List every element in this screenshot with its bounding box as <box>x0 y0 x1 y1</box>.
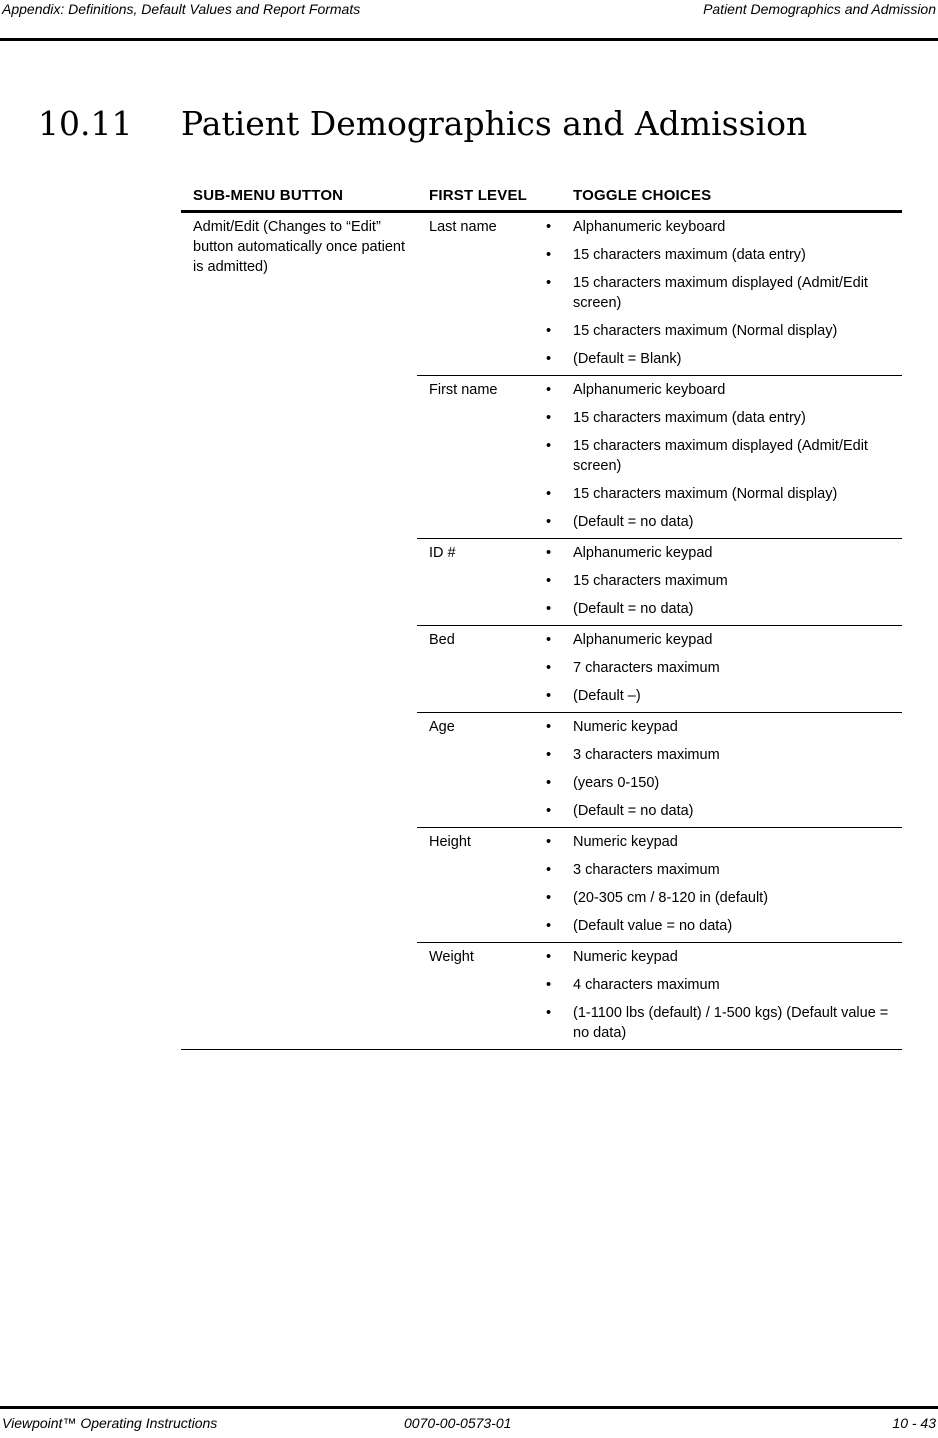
toggle-choice-item <box>546 595 902 619</box>
first-level-cell: Last name <box>429 219 497 235</box>
bullet-icon: • <box>546 275 552 291</box>
toggle-choice-text: 3 characters maximum <box>573 747 720 763</box>
toggle-choice-item <box>546 971 902 995</box>
bullet-icon: • <box>546 977 552 993</box>
bullet-icon: • <box>546 688 552 704</box>
toggle-choice-text: 15 characters maximum (data entry) <box>573 410 806 426</box>
footer-page-number: 10 - 43 <box>892 1415 936 1431</box>
table-body <box>181 213 902 1049</box>
table-row <box>417 828 902 943</box>
section-heading <box>38 102 807 146</box>
toggle-choices-list <box>417 626 902 706</box>
toggle-choice-text: 15 characters maximum displayed (Admit/Edit screen) <box>573 275 868 311</box>
toggle-choice-text: (20-305 cm / 8-120 in (default) <box>573 890 769 906</box>
toggle-choice-item <box>546 213 902 237</box>
toggle-choice-item <box>546 539 902 563</box>
toggle-choice-text: Alphanumeric keypad <box>573 632 713 648</box>
toggle-choice-text: Alphanumeric keyboard <box>573 219 726 235</box>
bullet-icon: • <box>546 351 552 367</box>
column-header-submenu: SUB-MENU BUTTON <box>193 187 344 204</box>
bullet-icon: • <box>546 775 552 791</box>
table-bottom-rule <box>181 1049 902 1050</box>
toggle-choice-item <box>546 317 902 341</box>
bullet-icon: • <box>546 803 552 819</box>
toggle-choice-item <box>546 999 902 1043</box>
toggle-choice-item <box>546 567 902 591</box>
toggle-choice-item <box>546 912 902 936</box>
column-header-toggle-choices: TOGGLE CHOICES <box>573 187 712 204</box>
toggle-choice-text: Alphanumeric keypad <box>573 545 713 561</box>
bullet-icon: • <box>546 949 552 965</box>
footer-part-number: 0070-00-0573-01 <box>404 1415 512 1431</box>
bullet-icon: • <box>546 382 552 398</box>
first-level-cell: Height <box>429 834 471 850</box>
bullet-icon: • <box>546 601 552 617</box>
toggle-choice-item <box>546 376 902 400</box>
running-footer <box>0 1406 938 1438</box>
table-row <box>417 943 902 1049</box>
toggle-choice-item <box>546 856 902 880</box>
toggle-choice-text: 15 characters maximum (data entry) <box>573 247 806 263</box>
toggle-choice-item <box>546 432 902 476</box>
toggle-choice-item <box>546 508 902 532</box>
toggle-choice-item <box>546 797 902 821</box>
bullet-icon: • <box>546 834 552 850</box>
toggle-choice-text: 15 characters maximum (Normal display) <box>573 323 838 339</box>
first-level-cell: Age <box>429 719 455 735</box>
bullet-icon: • <box>546 862 552 878</box>
bullet-icon: • <box>546 918 552 934</box>
toggle-choice-text: (Default value = no data) <box>573 918 733 934</box>
bullet-icon: • <box>546 660 552 676</box>
running-header <box>0 0 938 41</box>
first-level-cell: Weight <box>429 949 474 965</box>
toggle-choice-item <box>546 828 902 852</box>
toggle-choice-text: 15 characters maximum displayed (Admit/Edit screen) <box>573 438 868 474</box>
toggle-choice-text: (Default = no data) <box>573 803 694 819</box>
toggle-choice-text: (years 0-150) <box>573 775 660 791</box>
toggle-choice-text: Numeric keypad <box>573 834 678 850</box>
bullet-icon: • <box>546 573 552 589</box>
first-level-cell: Bed <box>429 632 455 648</box>
toggle-choice-text: 7 characters maximum <box>573 660 720 676</box>
toggle-choice-text: (Default = no data) <box>573 514 694 530</box>
column-header-first-level: FIRST LEVEL <box>429 187 528 204</box>
toggle-choice-text: Numeric keypad <box>573 949 678 965</box>
toggle-choice-text: Alphanumeric keyboard <box>573 382 726 398</box>
toggle-choice-text: 3 characters maximum <box>573 862 720 878</box>
first-level-cell: First name <box>429 382 498 398</box>
bullet-icon: • <box>546 545 552 561</box>
toggle-choice-item <box>546 769 902 793</box>
toggle-choice-item <box>546 682 902 706</box>
toggle-choice-text: 15 characters maximum (Normal display) <box>573 486 838 502</box>
bullet-icon: • <box>546 747 552 763</box>
first-level-cell: ID # <box>429 545 456 561</box>
toggle-choices-list <box>417 828 902 936</box>
toggle-choice-text: (Default –) <box>573 688 641 704</box>
bullet-icon: • <box>546 486 552 502</box>
bullet-icon: • <box>546 890 552 906</box>
bullet-icon: • <box>546 438 552 454</box>
table-row <box>417 713 902 828</box>
bullet-icon: • <box>546 1005 552 1021</box>
header-left-text: Appendix: Definitions, Default Values and Report Formats <box>2 1 361 17</box>
toggle-choice-text: (1-1100 lbs (default) / 1-500 kgs) (Default value = no data) <box>573 1005 889 1041</box>
bullet-icon: • <box>546 219 552 235</box>
toggle-choice-item <box>546 404 902 428</box>
toggle-choices-list <box>417 539 902 619</box>
toggle-choice-item <box>546 713 902 737</box>
table-row <box>417 213 902 376</box>
definitions-table <box>181 183 902 1049</box>
toggle-choice-item <box>546 654 902 678</box>
bullet-icon: • <box>546 410 552 426</box>
table-header-row <box>181 183 902 213</box>
table-row <box>417 376 902 539</box>
bullet-icon: • <box>546 719 552 735</box>
bullet-icon: • <box>546 514 552 530</box>
bullet-icon: • <box>546 323 552 339</box>
footer-document-title: Viewpoint™ Operating Instructions <box>2 1415 218 1431</box>
toggle-choice-item <box>546 345 902 369</box>
bullet-icon: • <box>546 247 552 263</box>
toggle-choice-text: 4 characters maximum <box>573 977 720 993</box>
toggle-choice-item <box>546 884 902 908</box>
toggle-choice-text: Numeric keypad <box>573 719 678 735</box>
section-title: Patient Demographics and Admission <box>181 104 808 143</box>
toggle-choice-item <box>546 241 902 265</box>
table-row <box>417 626 902 713</box>
toggle-choice-item <box>546 626 902 650</box>
toggle-choice-text: (Default = no data) <box>573 601 694 617</box>
section-number: 10.11 <box>38 104 133 143</box>
toggle-choices-list <box>417 713 902 821</box>
toggle-choice-item <box>546 480 902 504</box>
toggle-choices-list <box>417 943 902 1043</box>
toggle-choice-text: 15 characters maximum <box>573 573 728 589</box>
bullet-icon: • <box>546 632 552 648</box>
toggle-choice-item <box>546 943 902 967</box>
toggle-choice-item <box>546 741 902 765</box>
submenu-button-cell: Admit/Edit (Changes to “Edit” button automatically once patient is admitted) <box>193 219 405 275</box>
toggle-choice-text: (Default = Blank) <box>573 351 682 367</box>
header-right-text: Patient Demographics and Admission <box>703 1 936 17</box>
toggle-choice-item <box>546 269 902 313</box>
table-row <box>417 539 902 626</box>
